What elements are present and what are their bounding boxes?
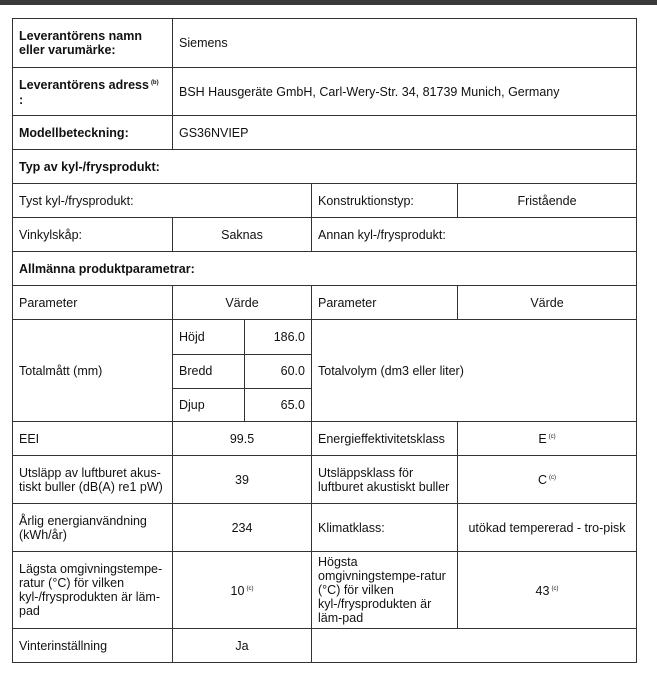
wine-cooler-value: Saknas <box>173 218 312 252</box>
model-label: Modellbeteckning: <box>13 116 173 150</box>
min-ambient-temp-label: Lägsta omgivningstempe-ratur (°C) för vilken kyl-/frysprodukten är läm-pad <box>13 552 173 629</box>
supplier-name-value: Siemens <box>173 19 637 68</box>
dimensions-label: Totalmått (mm) <box>13 320 173 422</box>
width-label: Bredd <box>173 354 245 388</box>
eei-value: 99.5 <box>173 422 312 456</box>
climate-class-label: Klimatklass: <box>312 504 458 552</box>
depth-value: 65.0 <box>280 397 305 412</box>
eei-label: EEI <box>13 422 173 456</box>
parameter-table <box>12 18 637 663</box>
top-bar <box>0 0 657 5</box>
noise-class-value: C $^{(c)}$ <box>458 456 637 504</box>
climate-class-value: utökad tempererad - tro-pisk <box>458 504 637 552</box>
max-ambient-temp-label: Högsta omgivningstempe-ratur (°C) för vilken kyl-/frysprodukten är läm-pad <box>312 552 458 629</box>
construction-type-label: Konstruktionstyp: <box>312 184 458 218</box>
energy-class-label: Energieffektivitetsklass <box>312 422 458 456</box>
footnote-marker: (b) <box>150 80 159 87</box>
product-information-sheet <box>12 18 636 663</box>
noise-emission-label: Utsläpp av luftburet akus-tiskt buller (dB(A) re1 pW) <box>13 456 173 504</box>
general-parameters-heading: Allmänna produktparametrar: <box>13 252 637 286</box>
noise-class-label: Utsläppsklass för luftburet akustiskt buller <box>312 456 458 504</box>
depth-label: Djup <box>173 388 245 421</box>
quiet-product-label: Tyst kyl-/frysprodukt: <box>13 184 312 218</box>
height-label: Höjd <box>173 320 245 354</box>
product-type-heading: Typ av kyl-/frysprodukt: <box>13 150 637 184</box>
empty-cell <box>312 629 637 663</box>
wine-cooler-label: Vinkylskåp: <box>13 218 173 252</box>
other-product-label: Annan kyl-/frysprodukt: <box>312 218 637 252</box>
height-value: 186.0 <box>245 320 311 354</box>
annual-energy-value: 234 <box>173 504 312 552</box>
winter-setting-value: Ja <box>173 629 312 663</box>
supplier-address-value: BSH Hausgeräte GmbH, Carl-Wery-Str. 34, 81739 Munich, Germany <box>173 68 637 116</box>
annual-energy-label: Årlig energianvändning (kWh/år) <box>13 504 173 552</box>
supplier-name-label: Leverantörens namn eller varumärke: <box>13 19 173 68</box>
construction-type-value: Fristående <box>458 184 637 218</box>
max-ambient-temp-value: 43 $^{(c)}$ <box>458 552 637 629</box>
column-header-value-2: Värde <box>458 286 637 320</box>
column-header-parameter-2: Parameter <box>312 286 458 320</box>
model-value: GS36NVIEP <box>173 116 637 150</box>
width-value: 60.0 <box>245 354 311 388</box>
winter-setting-label: Vinterinställning <box>13 629 173 663</box>
total-volume-label: Totalvolym (dm3 eller liter) <box>312 320 637 422</box>
dimensions-subtable <box>173 320 312 422</box>
column-header-value: Värde <box>173 286 312 320</box>
column-header-parameter: Parameter <box>13 286 173 320</box>
supplier-address-label: Leverantörens adress $^{(b)}$ : <box>13 68 173 116</box>
energy-class-value: E $^{(c)}$ <box>458 422 637 456</box>
min-ambient-temp-value: 10 $^{(c)}$ <box>173 552 312 629</box>
noise-emission-value: 39 <box>173 456 312 504</box>
